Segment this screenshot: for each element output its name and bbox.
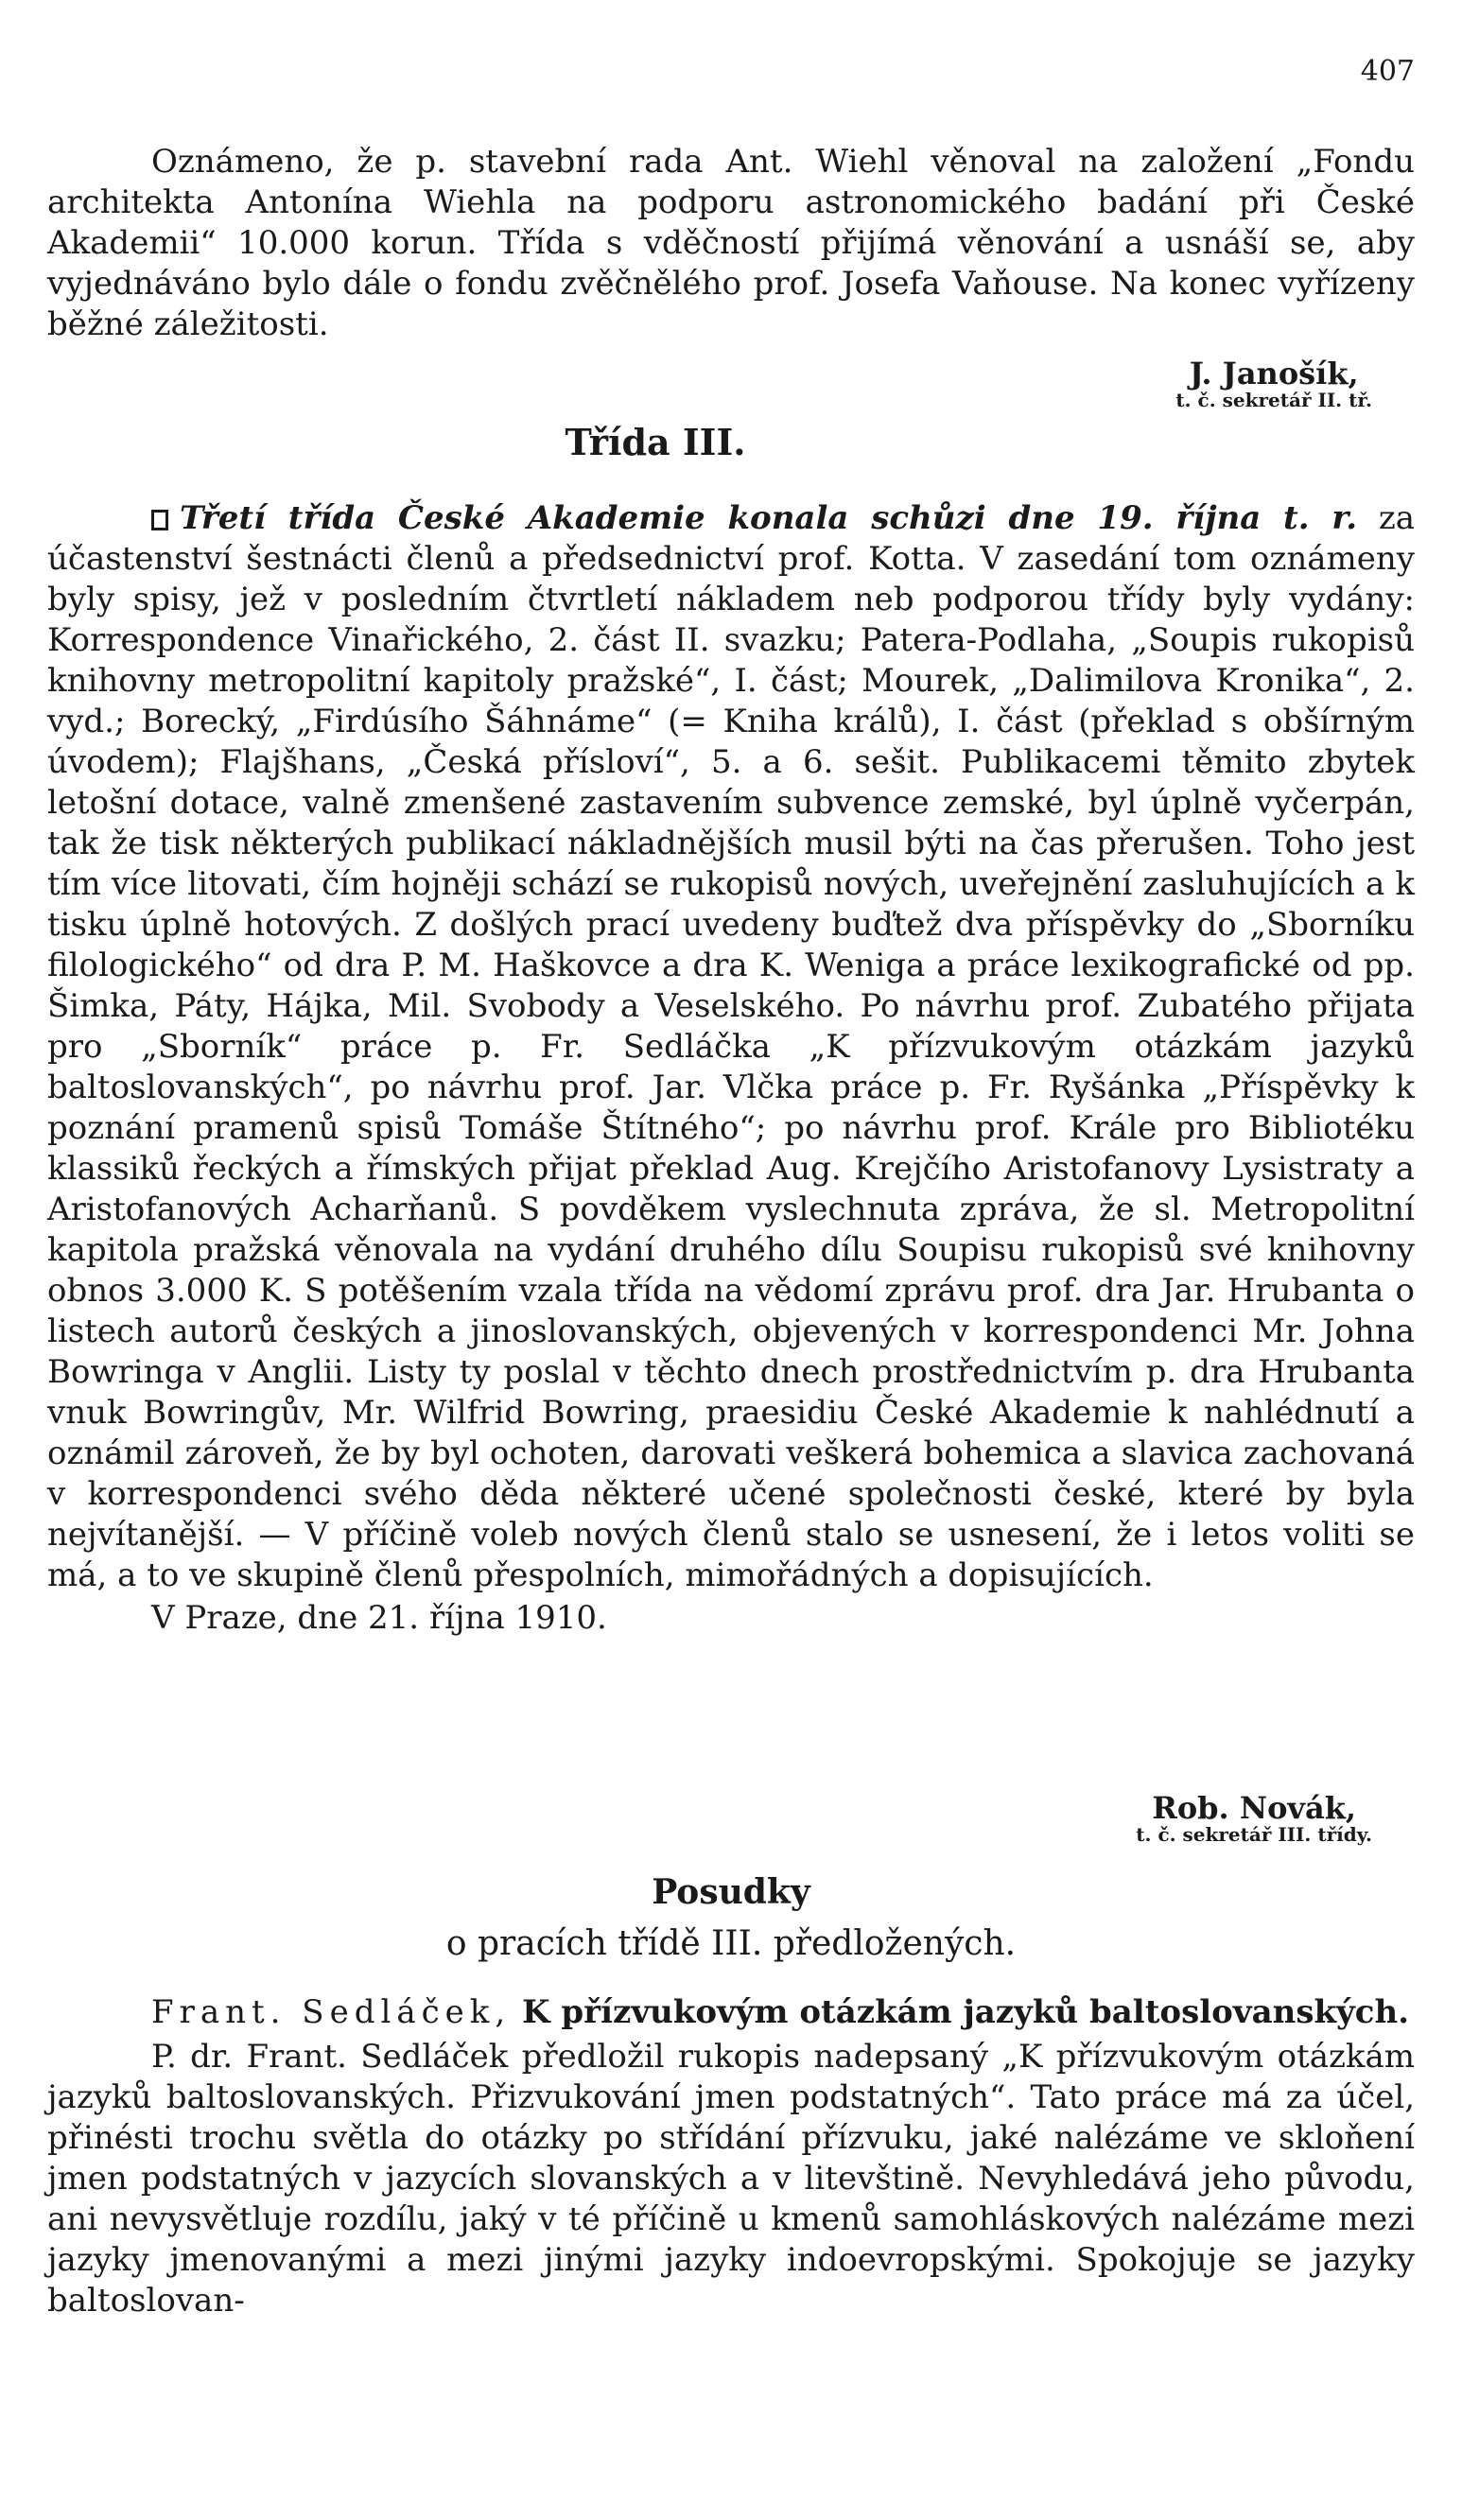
dateline: V Praze, dne 21. října 1910. — [151, 1599, 607, 1637]
review-title — [47, 1992, 1415, 2033]
page-number: 407 — [1360, 55, 1415, 88]
section-class-ii-closing — [47, 142, 1415, 345]
review-author: Frant. Sedláček, — [151, 1993, 512, 2031]
review-work-title: K přízvukovým otázkám jazyků baltoslovanských. — [511, 1993, 1410, 2031]
section-class-iii-report — [47, 498, 1415, 1639]
heading-posudky: Posudky — [652, 1872, 810, 1912]
subheading-reviews: o pracích třídě III. předložených. — [445, 1924, 1017, 1963]
section-review-sedlacek — [47, 1992, 1415, 2321]
signature-name: Rob. Novák, — [1152, 1790, 1357, 1826]
meeting-lead: Třetí třída České Akademie konala schůzi dne 19. října t. r. — [180, 499, 1358, 537]
signature-novak — [1136, 1792, 1372, 1845]
paragraph-wiehl-fund: Oznámeno, že p. stavební rada Ant. Wiehl věnoval na založení „Fondu architekta Antonína Wiehla na podporu astronomického badání při České Akademii“ 10.000 korun. Třída s vděčností přijímá věnování a usnáší se, aby vyjednáváno bylo dále o fondu zvěčnělého prof. Josefa Vaňouse. Na konec vyřízeny běžné záležitosti. — [47, 143, 1415, 343]
signature-janosik — [1175, 357, 1372, 410]
signature-role: t. č. sekretář III. třídy. — [1136, 1823, 1372, 1846]
meeting-text: za účastenství šestnácti členů a předsednictví prof. Kotta. V zasedání tom oznámeny byly spisy, jež v posledním čtvrtletí nákladem neb podporou třídy byly vydány: Korrespondence Vinařického, 2. část II. svazku; Patera-Podlaha, „Soupis rukopisů knihovny metropolitní kapitoly pražské“, I. část; Mourek, „Dalimilova Kronika“, 2. vyd.; Borecký, „Firdúsího Šáhnáme“ (= Kniha králů), I. část (překlad s obšírným úvodem); Flajšhans, „Česká přísloví“, 5. a 6. sešit. Publikacemi těmito zbytek letošní dotace, valně zmenšené zastavením subvence zemské, byl úplně vyčerpán, tak že tisk některých publikací nákladnějších musil býti na čas přerušen. Toho jest tím více litovati, čím hojněji schází se rukopisů nových, uveřejnění zasluhujících a k tisku úplně hotových. Z došlých prací uvedeny buďtež dva příspěvky do „Sborníku filologického“ od dra P. M. Haškovce a dra K. Weniga a práce lexikografické od pp. Šimka, Páty, Hájka, Mil. Svobody a Veselského. Po návrhu prof. Zubatého přijata pro „Sborník“ práce p. Fr. Sedláčka „K přízvukovým otázkám jazyků baltoslovanských“, po návrhu prof. Jar. Vlčka práce p. Fr. Ryšánka „Příspěvky k poznání pramenů spisů Tomáše Štítného“; po návrhu prof. Krále pro Bibliotéku klassiků řeckých a římských přijat překlad Aug. Krejčího Aristofanovy Lysistraty a Aristofanových Acharňanů. S povděkem vyslechnuta zpráva, že sl. Metropolitní kapitola pražská věnovala na vydání druhého dílu Soupisu rukopisů své knihovny obnos 3.000 K. S potěšením vzala třída na vědomí zprávu prof. dra Jar. Hrubanta o listech autorů českých a jinoslovanských, objevených v korrespondenci Mr. Johna Bowringa v Anglii. Listy ty poslal v těchto dnech prostřednictvím p. dra Hrubanta vnuk Bowringův, Mr. Wilfrid Bowring, praesidiu České Akademie k nahlédnutí a oznámil zároveň, že by byl ochoten, darovati veškerá bohemica a slavica zachovaná v korrespondenci svého děda některé učené společnosti české, které by byla nejvítanější. — V příčině voleb nových členů stalo se usnesení, že i letos voliti se má, a to ve skupině členů přespolních, mimořádných a dopisujících. — [47, 499, 1416, 1594]
signature-role: t. č. sekretář II. tř. — [1175, 389, 1372, 411]
bracket-marker-icon — [151, 510, 168, 530]
heading-trida-iii: Třída III. — [565, 421, 746, 463]
paragraph-review: P. dr. Frant. Sedláček předložil rukopis nadepsaný „K přízvukovým otázkám jazyků baltoslovanských. Přizvukování jmen podstatných“. Tato práce má za účel, přinésti trochu světla do otázky po střídání přízvuku, jaké nalézáme ve skloňení jmen podstatných v jazycích slovanských a v litevštině. Nevyhledává jeho původu, ani nevysvětluje rozdílu, jaký v té příčině u kmenů samohláskových nalézáme mezi jazyky jmenovanými a mezi jinými jazyky indoevropskými. Spokojuje se jazyky baltoslovan- — [47, 2038, 1415, 2320]
paragraph-class-iii-meeting — [47, 498, 1415, 1596]
signature-name: J. Janošík, — [1189, 356, 1359, 391]
